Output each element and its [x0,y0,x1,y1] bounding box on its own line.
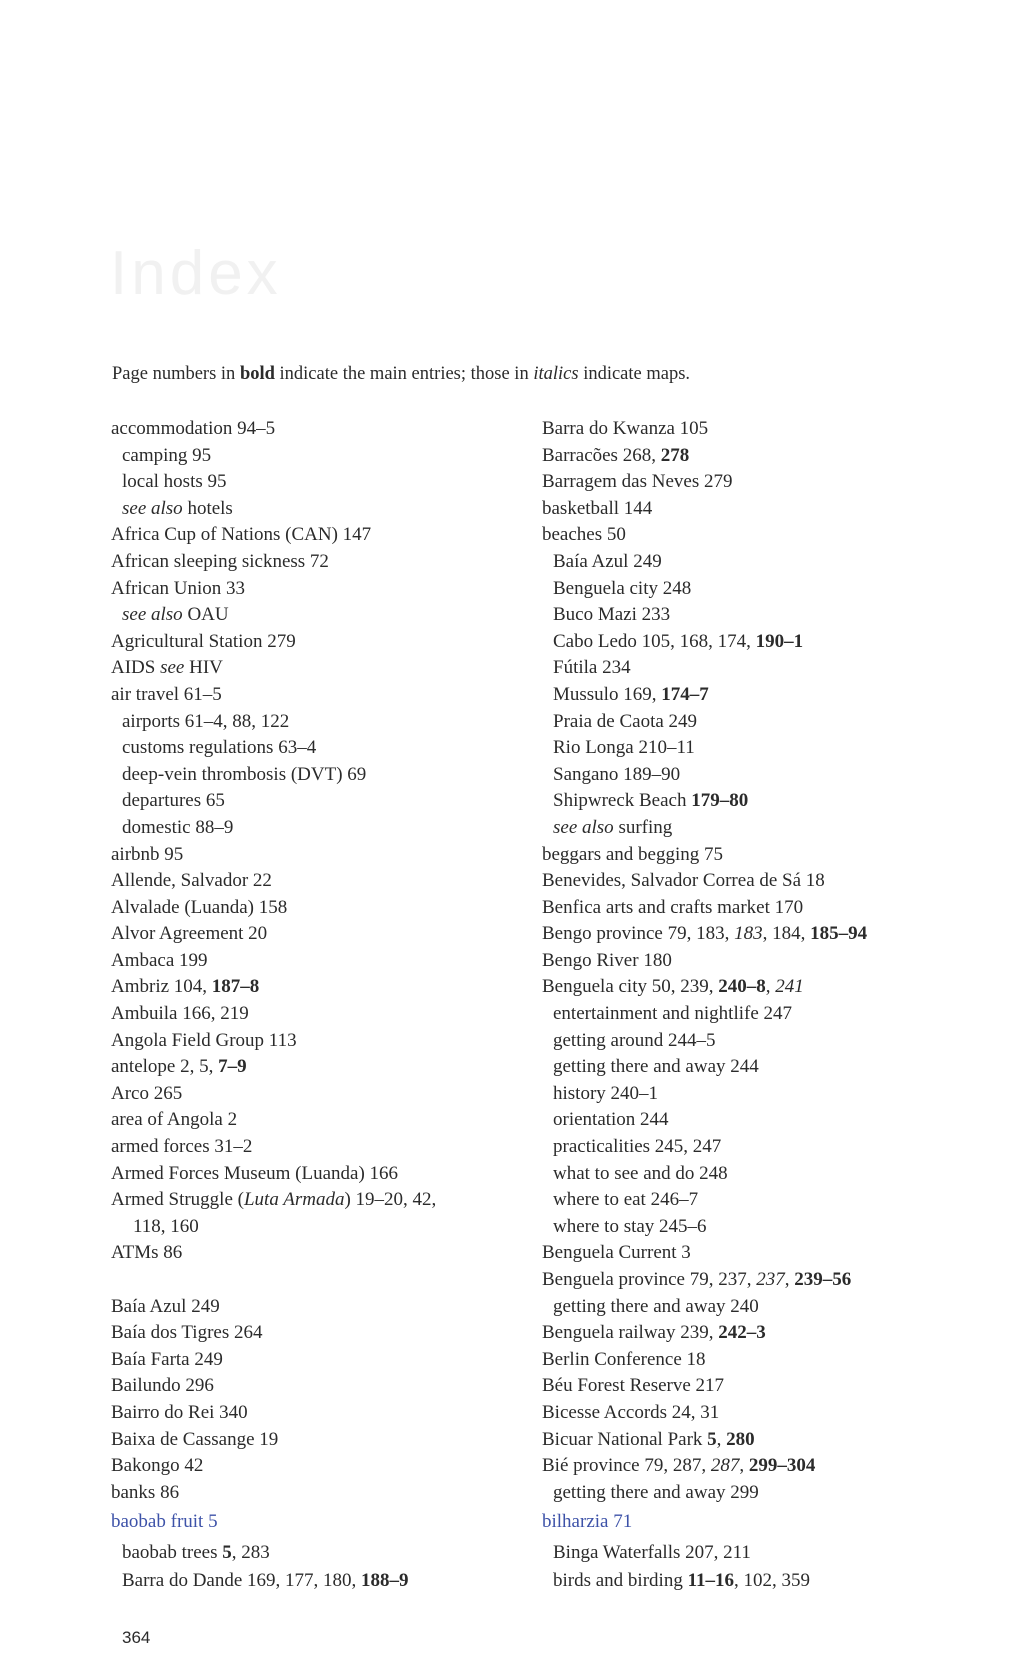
index-entry [111,1400,541,1427]
entry-text: , 283 [231,1542,270,1564]
entry-text: ) 19–20, 42, [344,1189,437,1211]
index-entry [111,948,541,975]
main-entry-page: 7–9 [218,1056,247,1078]
entry-text: Bailundo 296 [111,1375,214,1397]
index-entry [542,974,1012,1001]
index-entry [542,1161,1012,1188]
entry-text: Béu Forest Reserve 217 [542,1375,725,1397]
entry-text: Rio Longa 210–11 [553,737,695,759]
index-entry [542,1294,1012,1321]
entry-text: baobab fruit 5 [111,1511,218,1533]
entry-text: Armed Struggle ( [111,1189,244,1211]
index-entry [111,1320,541,1347]
entry-text: Benguela city 248 [553,577,692,599]
entry-text: Berlin Conference 18 [542,1348,706,1370]
entry-text: Baixa de Cassange 19 [111,1428,279,1450]
index-entry [111,1294,541,1321]
entry-text: Fútila 234 [553,657,631,679]
intro-text: indicate the main entries; those in [274,364,534,384]
entry-text: Alvor Agreement 20 [111,923,268,945]
entry-text: getting around 244–5 [553,1029,716,1051]
index-entry [111,1568,541,1595]
entry-text: deep-vein thrombosis (DVT) 69 [122,763,367,785]
index-entry [542,1453,1012,1480]
index-entry [111,974,541,1001]
entry-text: area of Angola 2 [111,1109,238,1131]
index-entry [111,549,541,576]
entry-text: Bakongo 42 [111,1455,204,1477]
index-entry [542,1187,1012,1214]
entry-text: , 102, 359 [734,1570,811,1592]
entry-text: history 240–1 [553,1082,659,1104]
index-entry [111,1028,541,1055]
entry-text: birds and birding [553,1570,688,1592]
entry-text: Bicesse Accords 24, 31 [542,1401,720,1423]
entry-text: departures 65 [122,790,225,812]
index-entry [111,1427,541,1454]
index-entry [111,1453,541,1480]
index-entry [111,629,541,656]
index-entry [542,1320,1012,1347]
entry-text: getting there and away 240 [553,1295,759,1317]
entry-text: Bicuar National Park [542,1428,708,1450]
entry-text: Angola Field Group 113 [111,1029,297,1051]
index-entry [111,868,541,895]
index-entry [542,1028,1012,1055]
entry-text: Barragem das Neves 279 [542,471,733,493]
entry-text: Barracões 268, [542,444,661,466]
index-entry [111,895,541,922]
italic-text: 183 [734,923,763,945]
entry-text: Sangano 189–90 [553,763,681,785]
entry-text: Alvalade (Luanda) 158 [111,896,288,918]
entry-text: , [716,1428,727,1450]
entry-text: , [765,976,776,998]
index-entry [542,549,1012,576]
main-entry-page: 190–1 [755,630,804,652]
entry-text: camping 95 [122,444,212,466]
index-entry [111,788,541,815]
main-entry-page: 299–304 [748,1455,816,1477]
entry-text: air travel 61–5 [111,683,222,705]
entry-text: banks 86 [111,1481,180,1503]
entry-text: orientation 244 [553,1109,669,1131]
index-entry [542,469,1012,496]
index-entry [111,1506,541,1537]
italic-text: 241 [775,976,804,998]
main-entry-page: 278 [660,444,690,466]
index-entry [542,735,1012,762]
italic-text: see also [553,816,614,838]
entry-text: bilharzia 71 [542,1511,633,1533]
index-entry [542,1347,1012,1374]
entry-text: Africa Cup of Nations (CAN) 147 [111,524,372,546]
index-entry [111,1480,541,1507]
entry-text: Bié province 79, 287, [542,1455,711,1477]
entry-text: Bengo province 79, 183, [542,923,735,945]
entry-text: local hosts 95 [122,471,227,493]
index-entry [542,1506,1012,1537]
entry-text: Ambuila 166, 219 [111,1003,249,1025]
italic-text: 237 [756,1269,785,1290]
index-entry [542,443,1012,470]
entry-text: beggars and begging 75 [542,843,723,865]
entry-text: Ambaca 199 [111,949,208,971]
entry-text: Baía Azul 249 [111,1295,220,1317]
intro-text: Page numbers in [112,364,240,384]
index-entry [542,1373,1012,1400]
index-entry [111,602,541,629]
entry-text: getting there and away 244 [553,1056,759,1078]
index-entry [111,655,541,682]
index-entry [542,1267,1012,1294]
entry-text: accommodation 94–5 [111,418,276,439]
entry-text: Baía Azul 249 [553,550,662,572]
entry-text: Arco 265 [111,1082,183,1104]
entry-text: , 184, [762,923,811,945]
entry-text: armed forces 31–2 [111,1136,253,1158]
entry-text: Benguela Current 3 [542,1242,691,1264]
intro-bold-word: bold [239,364,275,384]
entry-text: OAU [182,604,229,626]
index-entry [542,1001,1012,1028]
entry-text: Benguela province 79, 237, [542,1269,757,1290]
index-entry [542,1537,1012,1568]
entry-text: Barra do Dande 169, 177, 180, [122,1570,362,1592]
page-title: Index [110,239,282,308]
main-entry-page: 240–8 [718,976,766,998]
entry-text: hotels [182,497,233,519]
index-entry [542,522,1012,549]
entry-text: Allende, Salvador 22 [111,870,272,892]
entry-text: , [739,1455,749,1477]
entry-text: getting there and away 299 [553,1481,759,1503]
entry-text: antelope 2, 5, [111,1056,219,1078]
entry-text: entertainment and nightlife 247 [553,1003,793,1025]
entry-text: African sleeping sickness 72 [111,550,329,572]
index-entry [542,842,1012,869]
main-entry-page: 5 [707,1428,717,1450]
entry-text: Benguela city 50, 239, [542,976,719,998]
index-entry [111,1081,541,1108]
entry-text: HIV [184,657,223,679]
main-entry-page: 242–3 [718,1322,766,1344]
main-entry-page: 280 [726,1428,755,1450]
index-entry [542,788,1012,815]
entry-text: Baía Farta 249 [111,1348,223,1370]
main-entry-page: 185–94 [810,923,868,945]
entry-text: , [784,1269,795,1290]
entry-text: African Union 33 [111,577,246,599]
entry-text: surfing [613,816,673,838]
index-entry [542,1427,1012,1454]
intro-italic-word: italics [533,364,579,384]
index-entry [542,629,1012,656]
index-entry [111,1373,541,1400]
entry-text: domestic 88–9 [122,816,234,838]
index-entry [542,655,1012,682]
index-entry [111,921,541,948]
index-entry [542,682,1012,709]
index-entry [542,762,1012,789]
index-entry [542,895,1012,922]
entry-text: where to eat 246–7 [553,1189,699,1211]
page-number: 364 [122,1628,151,1647]
index-entry [542,921,1012,948]
entry-text: practicalities 245, 247 [553,1136,722,1158]
entry-text: Binga Waterfalls 207, 211 [553,1542,751,1564]
entry-text: basketball 144 [542,497,653,519]
index-entry [111,496,541,523]
entry-text: Praia de Caota 249 [553,710,698,732]
entry-text: baobab trees [122,1542,223,1564]
index-entry [542,602,1012,629]
index-entry [111,576,541,603]
index-entry [111,1134,541,1161]
index-entry [111,815,541,842]
index-entry [542,815,1012,842]
index-entry [111,1187,541,1214]
italic-text: 287 [710,1455,740,1477]
index-entry [111,1054,541,1081]
index-entry [542,1107,1012,1134]
entry-text: AIDS [111,657,161,679]
entry-text: Mussulo 169, [553,683,662,705]
index-entry [111,416,541,443]
index-entry [542,1400,1012,1427]
index-entry [111,1347,541,1374]
index-entry [542,948,1012,975]
index-entry [542,1568,1012,1595]
index-entry [542,1054,1012,1081]
main-entry-page: 187–8 [211,976,260,998]
main-entry-page: 179–80 [691,790,749,812]
entry-text: airbnb 95 [111,843,184,865]
index-entry [111,842,541,869]
index-entry [542,709,1012,736]
index-entry [542,1214,1012,1241]
index-entry [111,762,541,789]
index-intro [112,364,690,385]
index-entry [542,1134,1012,1161]
intro-text: indicate maps. [578,364,691,384]
index-entry [111,1001,541,1028]
entry-text: Buco Mazi 233 [553,604,671,626]
main-entry-page: 5 [222,1542,232,1564]
main-entry-page: 11–16 [687,1570,735,1592]
entry-text: what to see and do 248 [553,1162,728,1184]
index-entry [111,1107,541,1134]
italic-text: Luta Armada [243,1189,345,1211]
entry-text: Ambriz 104, [111,976,212,998]
entry-text: Benevides, Salvador Correa de Sá 18 [542,870,825,892]
index-group-gap [111,1267,541,1294]
entry-text: 118, 160 [133,1215,199,1237]
entry-text: where to stay 245–6 [553,1215,707,1237]
entry-text: customs regulations 63–4 [122,737,317,759]
entry-text: Barra do Kwanza 105 [542,418,709,439]
entry-text: Benguela railway 239, [542,1322,719,1344]
entry-text: beaches 50 [542,524,626,546]
italic-text: see also [122,604,183,626]
main-entry-page: 239–56 [794,1269,852,1290]
index-entry [542,416,1012,443]
entry-text: ATMs 86 [111,1242,183,1264]
entry-text: Bengo River 180 [542,949,672,971]
index-entry [111,443,541,470]
index-entry [111,1161,541,1188]
index-entry [111,682,541,709]
italic-text: see [160,657,185,679]
index-entry [542,1081,1012,1108]
main-entry-page: 188–9 [361,1570,409,1592]
main-entry-page: 174–7 [661,683,709,705]
index-column-right [542,416,1012,1595]
index-entry [111,1240,541,1267]
entry-text: Cabo Ledo 105, 168, 174, [553,630,756,652]
index-entry [111,735,541,762]
entry-text: Agricultural Station 279 [111,630,296,652]
entry-text: Bairro do Rei 340 [111,1401,248,1423]
index-entry [111,1537,541,1568]
entry-text: Armed Forces Museum (Luanda) 166 [111,1162,399,1184]
entry-text: airports 61–4, 88, 122 [122,710,290,732]
index-entry [111,522,541,549]
italic-text: see also [122,497,183,519]
index-column-left [111,416,541,1595]
entry-text: Baía dos Tigres 264 [111,1322,263,1344]
index-entry [542,576,1012,603]
index-entry [542,1480,1012,1507]
index-entry [111,709,541,736]
index-entry [542,868,1012,895]
entry-text: Shipwreck Beach [553,790,692,812]
index-entry [542,1240,1012,1267]
entry-text: Benfica arts and crafts market 170 [542,896,804,918]
index-entry [542,496,1012,523]
index-entry [111,1214,541,1241]
index-entry [111,469,541,496]
